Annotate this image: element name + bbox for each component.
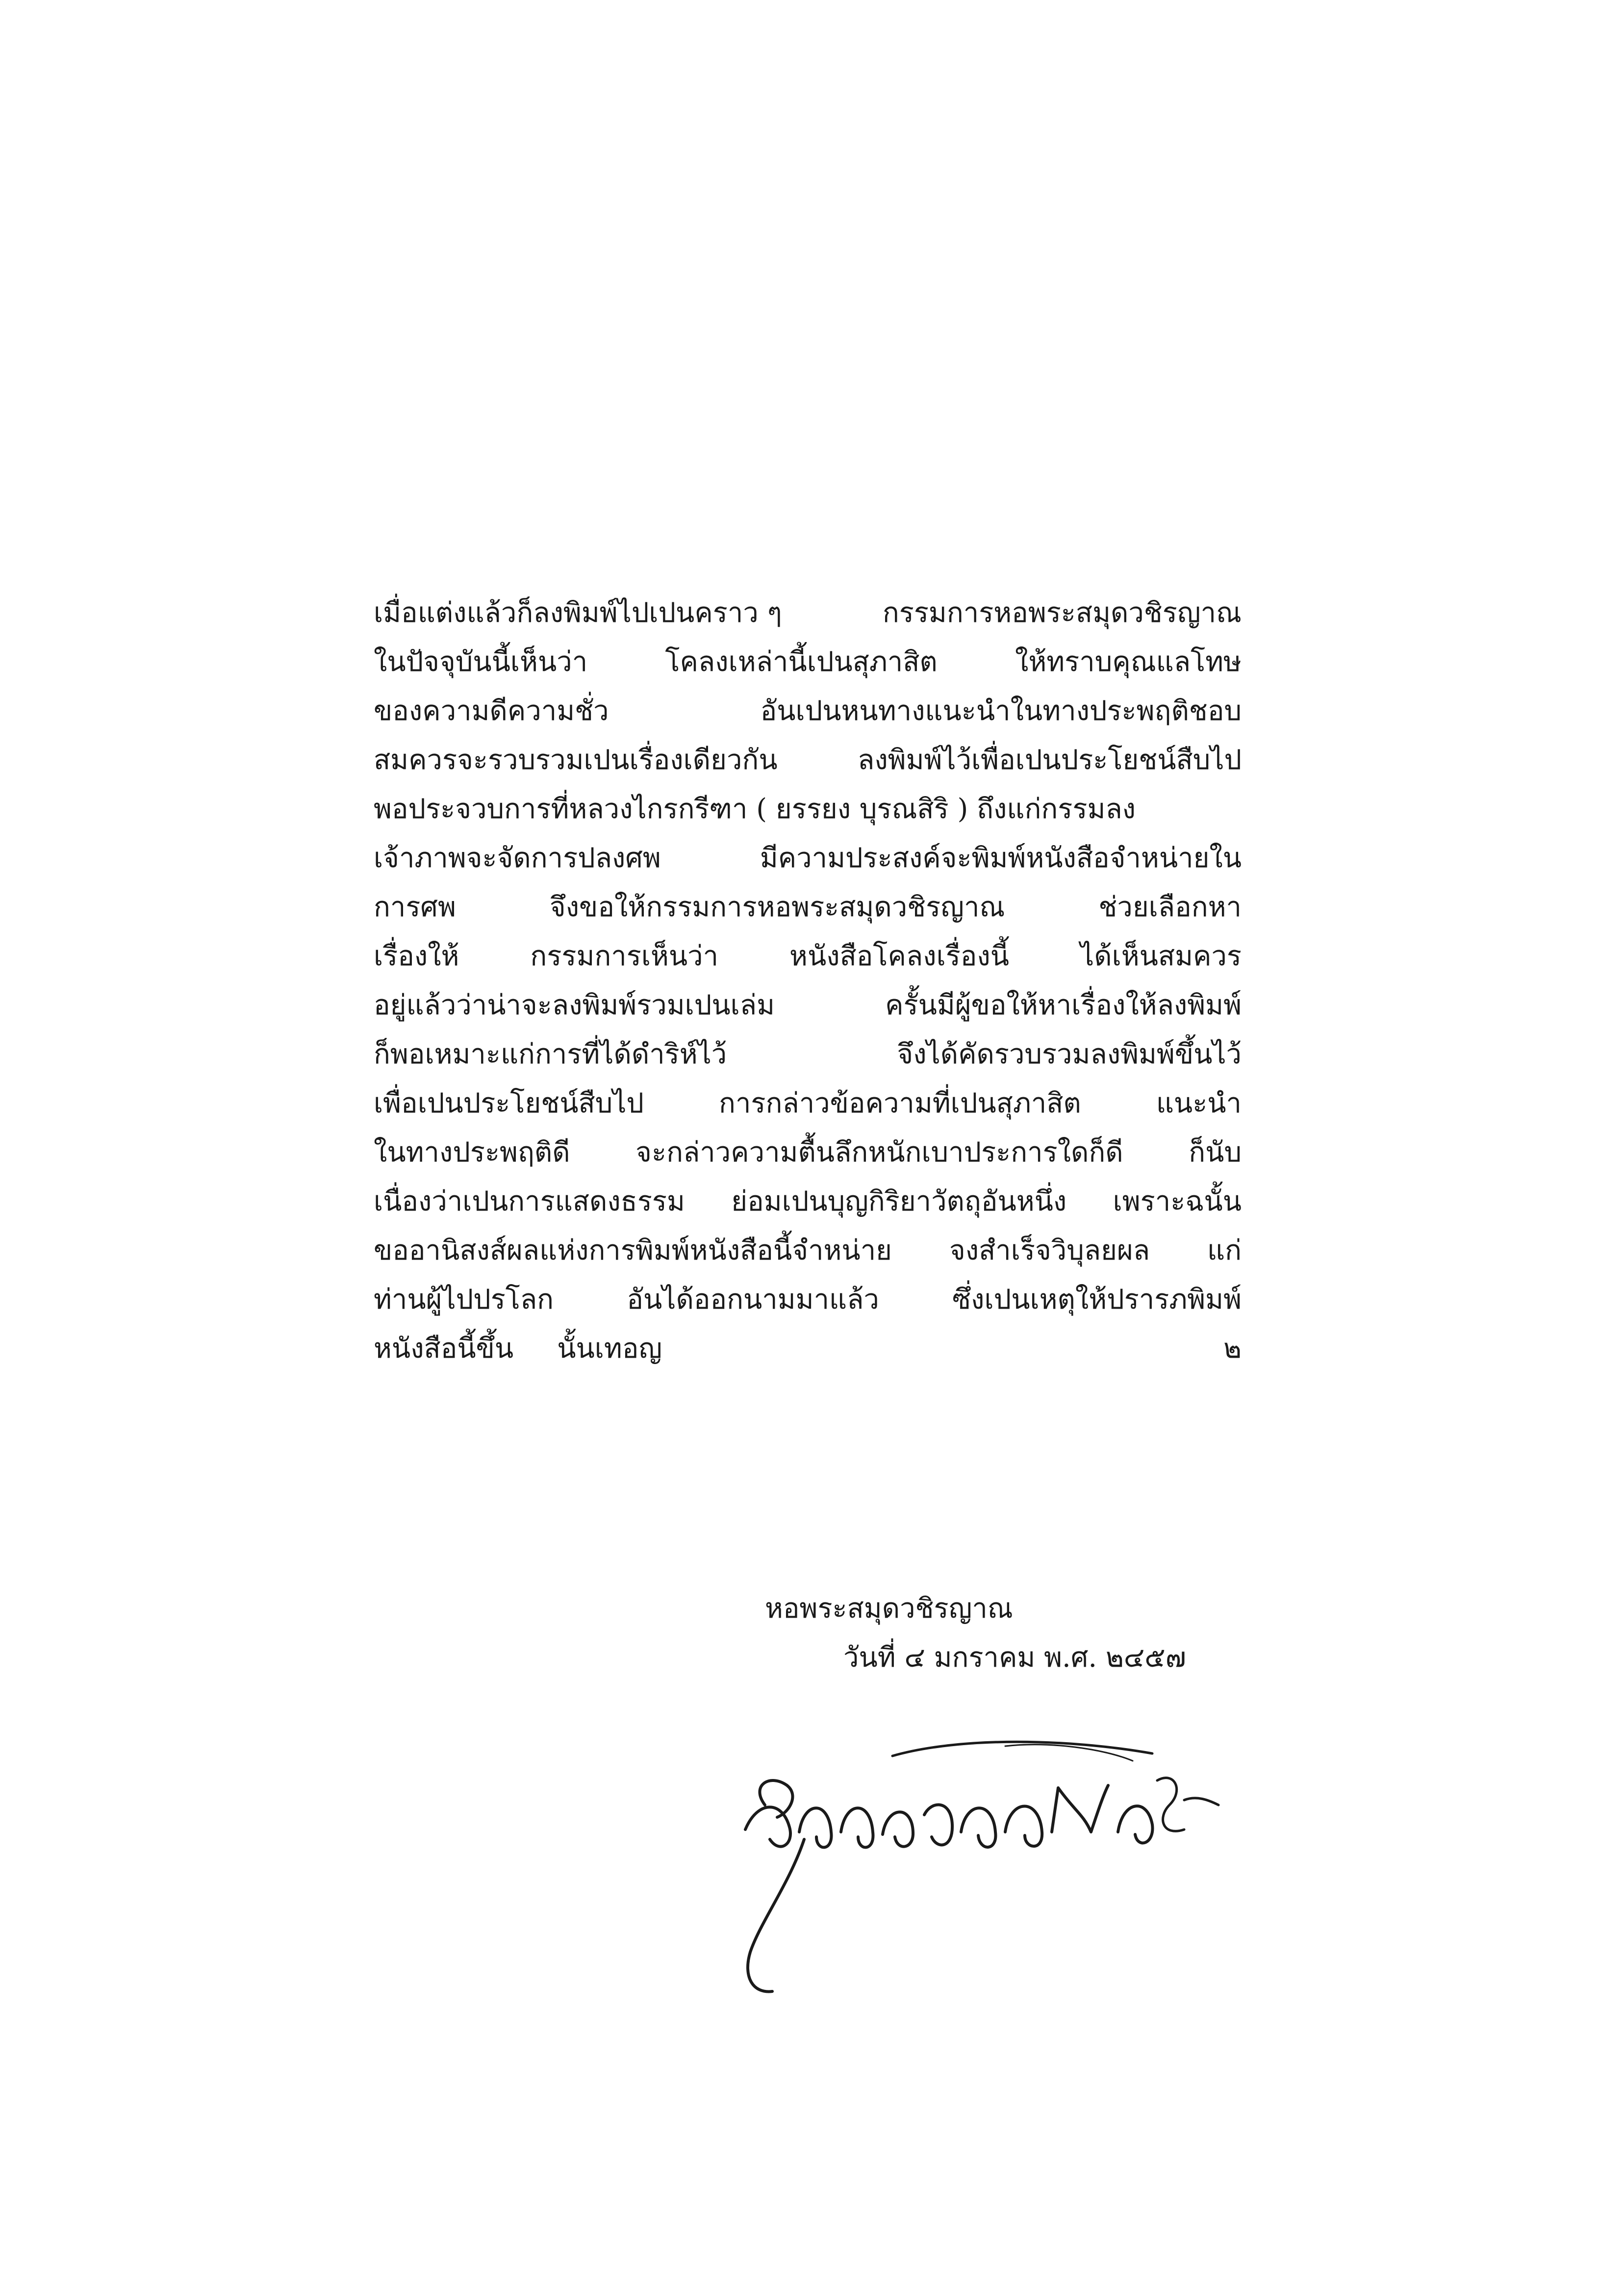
text-segment: โคลงเหล่านี้เปนสุภาสิต: [665, 646, 938, 678]
text-segment: ช่วยเลือกหา: [1098, 891, 1242, 923]
text-segment: เพราะฉนั้น: [1113, 1186, 1242, 1217]
body-line: [374, 932, 1242, 981]
date-line: วันที่ ๔ มกราคม พ.ศ. ๒๔๕๗: [843, 1642, 1186, 1674]
text-segment: ของความดีความชั่ว: [374, 695, 609, 727]
text-segment: เพื่อเปนประโยชน์สืบไป: [374, 1087, 644, 1119]
text-segment: แนะนำ: [1156, 1087, 1242, 1119]
text-segment: มีความประสงค์จะพิมพ์หนังสือจำหน่ายใน: [760, 842, 1242, 874]
signoff-block: [760, 1584, 1250, 1682]
organization-name: หอพระสมุดวชิรญาณ: [765, 1593, 1013, 1624]
text-segment: ในทางประพฤติดี: [374, 1136, 570, 1168]
text-segment: เนื่องว่าเปนการแสดงธรรม: [374, 1186, 685, 1217]
letter-body: [374, 589, 1242, 1373]
text-segment: การศพ: [374, 891, 456, 923]
text-segment: เรื่องให้: [374, 940, 459, 972]
body-line: [374, 1079, 1242, 1128]
text-segment: ย่อมเปนบุญกิริยาวัตถุอันหนึ่ง: [731, 1186, 1067, 1217]
body-line: [374, 1177, 1242, 1226]
text-segment: ให้ทราบคุณแลโทษ: [1015, 646, 1242, 678]
text-segment: หนังสือโคลงเรื่องนี้: [789, 940, 1010, 972]
text-segment: ท่านผู้ไปปรโลก: [374, 1284, 554, 1315]
text-segment: เมื่อแต่งแล้วก็ลงพิมพ์ไปเปนคราว ๆ: [374, 597, 782, 629]
text-segment: การกล่าวข้อความที่เปนสุภาสิต: [719, 1087, 1081, 1119]
text-segment: ขออานิสงส์ผลแห่งการพิมพ์หนังสือนี้จำหน่าย: [374, 1235, 892, 1266]
text-segment: อันเปนหนทางแนะนำในทางประพฤติชอบ: [760, 695, 1242, 727]
text-segment: ซึ่งเปนเหตุให้ปรารภพิมพ์: [952, 1284, 1242, 1315]
body-line: [374, 1030, 1242, 1079]
body-line: [374, 883, 1242, 932]
final-line-text: [374, 1324, 662, 1373]
text-segment: ก็พอเหมาะแก่การที่ได้ดำริห์ไว้: [374, 1038, 727, 1070]
text-segment: ลงพิมพ์ไว้เพื่อเปนประโยชน์สืบไป: [858, 744, 1242, 776]
text-segment: กรรมการหอพระสมุดวชิรญาณ: [882, 597, 1242, 629]
body-line: [374, 981, 1242, 1030]
text-segment: จงสำเร็จวิบุลยผล: [949, 1235, 1150, 1266]
text-segment: พอประจวบการที่หลวงไกรกรีฑา ( ยรรยง บุรณสิริ ) ถึงแก่กรรมลง: [374, 793, 1136, 825]
text-segment: อยู่แล้วว่าน่าจะลงพิมพ์รวมเปนเล่ม: [374, 989, 775, 1021]
body-line-final: [374, 1324, 1242, 1373]
text-segment: เจ้าภาพจะจัดการปลงศพ: [374, 842, 661, 874]
body-line: [374, 1226, 1242, 1275]
text-segment: กรรมการเห็นว่า: [530, 940, 719, 972]
body-line: [374, 785, 1242, 834]
body-line: [374, 687, 1242, 736]
text-segment: ในปัจจุบันนี้เห็นว่า: [374, 646, 588, 678]
text-segment: จึงได้คัดรวบรวมลงพิมพ์ขึ้นไว้: [897, 1038, 1242, 1070]
page-number: ๒: [1223, 1333, 1242, 1365]
handwritten-signature: [731, 1727, 1226, 2001]
body-line: [374, 638, 1242, 687]
body-line: [374, 589, 1242, 638]
text-segment: อันได้ออกนามมาแล้ว: [627, 1284, 879, 1315]
text-segment: จะกล่าวความตื้นลึกหนักเบาประการใดก็ดี: [635, 1136, 1123, 1168]
text-segment: สมควรจะรวบรวมเปนเรื่องเดียวกัน: [374, 744, 778, 776]
body-line: [374, 1128, 1242, 1177]
text-segment: จึงขอให้กรรมการหอพระสมุดวชิรญาณ: [549, 891, 1005, 923]
body-line: [374, 834, 1242, 883]
text-segment: ได้เห็นสมควร: [1080, 940, 1242, 972]
body-line: [374, 1275, 1242, 1324]
text-segment: แก่: [1207, 1235, 1242, 1266]
text-segment: นั้นเทอญ: [557, 1333, 662, 1365]
body-line: [374, 736, 1242, 785]
text-segment: ครั้นมีผู้ขอให้หาเรื่องให้ลงพิมพ์: [885, 989, 1242, 1021]
text-segment: ก็นับ: [1189, 1136, 1242, 1168]
text-segment: หนังสือนี้ขึ้น: [374, 1333, 514, 1365]
